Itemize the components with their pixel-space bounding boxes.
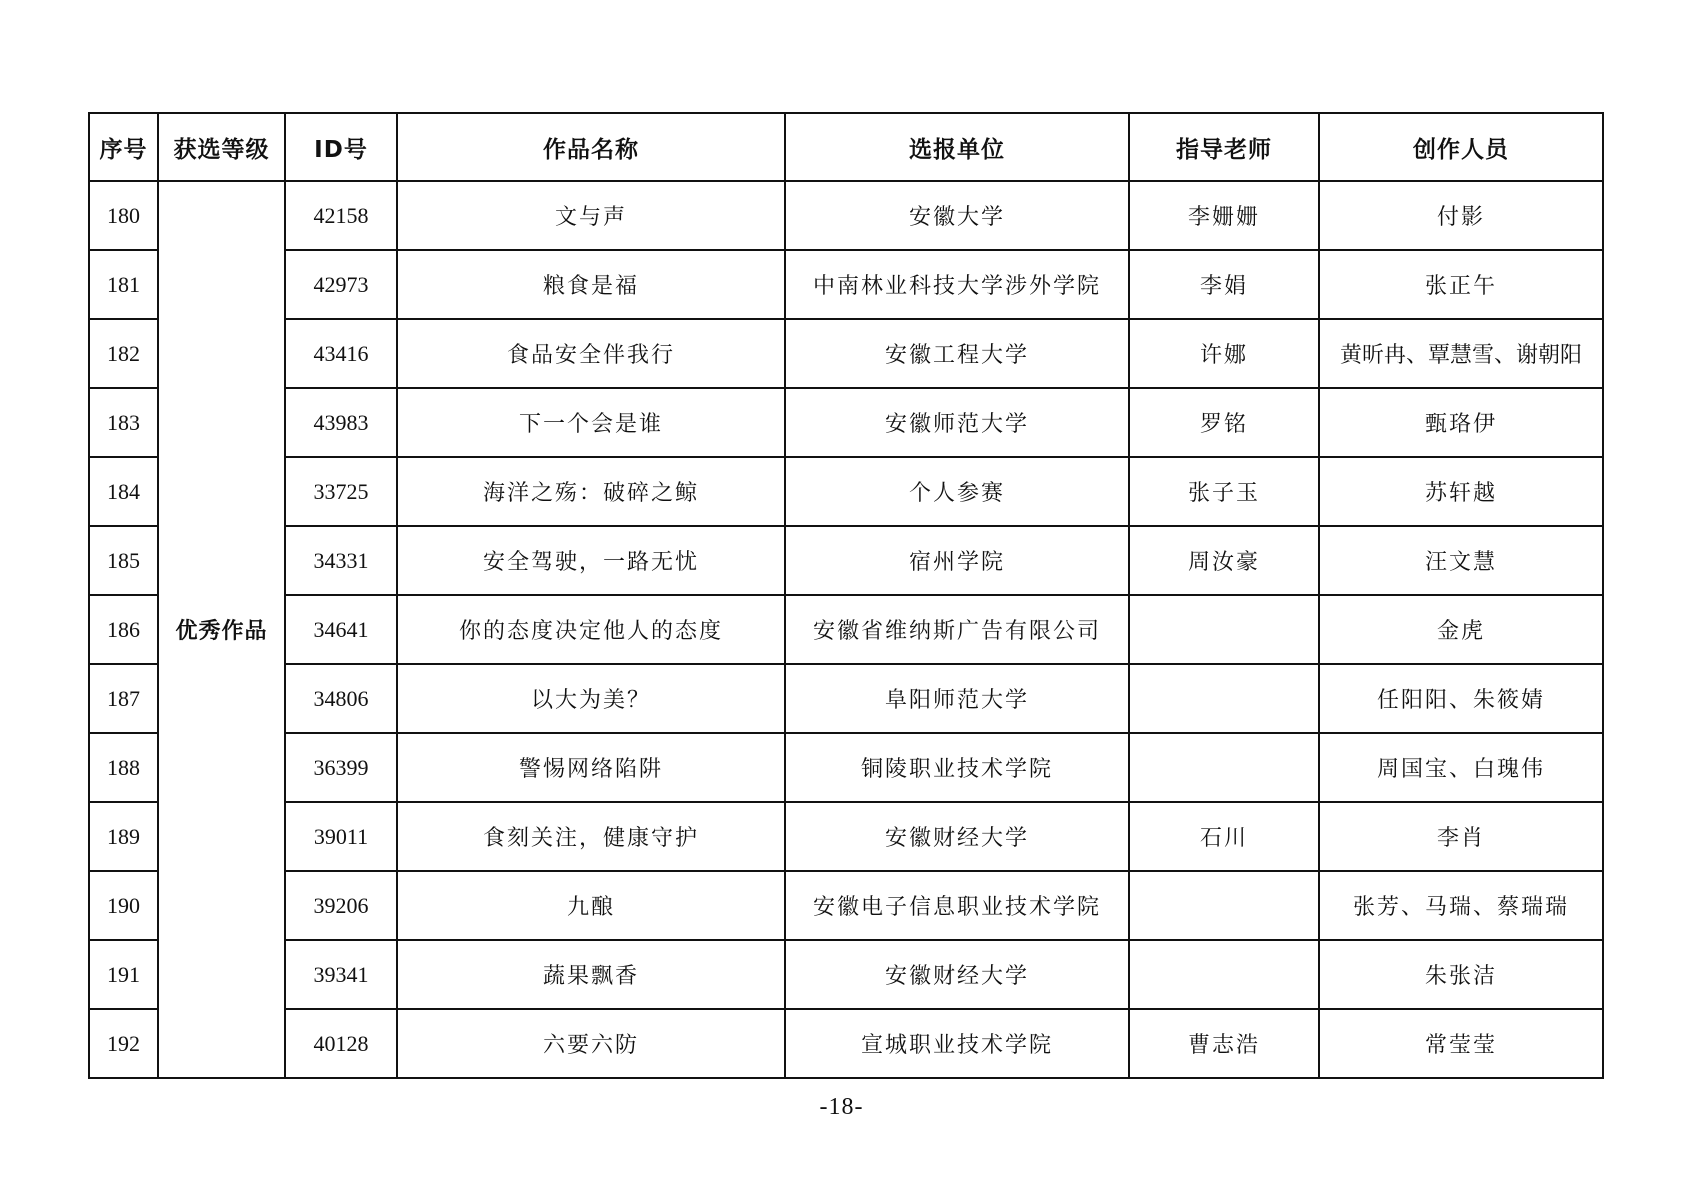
table-header-row — [89, 113, 1603, 181]
cell-title: 食刻关注，健康守护 — [397, 802, 785, 871]
cell-unit: 宿州学院 — [785, 526, 1129, 595]
cell-id: 40128 — [285, 1009, 397, 1078]
cell-seq: 183 — [89, 388, 158, 457]
cell-authors: 汪文慧 — [1319, 526, 1603, 595]
cell-seq: 187 — [89, 664, 158, 733]
cell-seq: 188 — [89, 733, 158, 802]
cell-authors: 甄珞伊 — [1319, 388, 1603, 457]
cell-teacher: 周汝豪 — [1129, 526, 1319, 595]
cell-title: 文与声 — [397, 181, 785, 250]
table-row — [89, 319, 1603, 388]
cell-authors: 常莹莹 — [1319, 1009, 1603, 1078]
cell-teacher — [1129, 871, 1319, 940]
cell-id: 42158 — [285, 181, 397, 250]
cell-authors: 张正午 — [1319, 250, 1603, 319]
cell-seq: 192 — [89, 1009, 158, 1078]
cell-teacher: 张子玉 — [1129, 457, 1319, 526]
cell-title: 九酿 — [397, 871, 785, 940]
cell-authors: 张芳、马瑞、蔡瑞瑞 — [1319, 871, 1603, 940]
cell-id: 33725 — [285, 457, 397, 526]
cell-seq: 181 — [89, 250, 158, 319]
cell-seq: 190 — [89, 871, 158, 940]
cell-title: 食品安全伴我行 — [397, 319, 785, 388]
cell-teacher: 李姗姗 — [1129, 181, 1319, 250]
table-row — [89, 250, 1603, 319]
table-row — [89, 457, 1603, 526]
cell-title: 下一个会是谁 — [397, 388, 785, 457]
cell-title: 海洋之殇：破碎之鲸 — [397, 457, 785, 526]
table-row — [89, 664, 1603, 733]
cell-unit: 宣城职业技术学院 — [785, 1009, 1129, 1078]
cell-teacher — [1129, 595, 1319, 664]
cell-title: 警惕网络陷阱 — [397, 733, 785, 802]
cell-unit: 安徽工程大学 — [785, 319, 1129, 388]
header-seq: 序号 — [89, 113, 158, 181]
cell-level: 优秀作品 — [158, 181, 285, 1078]
header-teacher: 指导老师 — [1129, 113, 1319, 181]
cell-id: 36399 — [285, 733, 397, 802]
table-row — [89, 802, 1603, 871]
header-id: ID号 — [285, 113, 397, 181]
header-authors: 创作人员 — [1319, 113, 1603, 181]
cell-seq: 191 — [89, 940, 158, 1009]
table-row — [89, 871, 1603, 940]
cell-unit: 中南林业科技大学涉外学院 — [785, 250, 1129, 319]
header-title: 作品名称 — [397, 113, 785, 181]
table-row — [89, 733, 1603, 802]
cell-unit: 个人参赛 — [785, 457, 1129, 526]
table-row — [89, 1009, 1603, 1078]
cell-title: 粮食是福 — [397, 250, 785, 319]
cell-title: 六要六防 — [397, 1009, 785, 1078]
cell-authors: 李肖 — [1319, 802, 1603, 871]
table-row — [89, 181, 1603, 250]
cell-unit: 阜阳师范大学 — [785, 664, 1129, 733]
cell-title: 你的态度决定他人的态度 — [397, 595, 785, 664]
cell-title: 安全驾驶，一路无忧 — [397, 526, 785, 595]
cell-id: 34641 — [285, 595, 397, 664]
cell-id: 39011 — [285, 802, 397, 871]
cell-seq: 189 — [89, 802, 158, 871]
cell-unit: 安徽财经大学 — [785, 802, 1129, 871]
table-row — [89, 940, 1603, 1009]
cell-seq: 186 — [89, 595, 158, 664]
cell-id: 42973 — [285, 250, 397, 319]
cell-authors: 周国宝、白瑰伟 — [1319, 733, 1603, 802]
table-row — [89, 595, 1603, 664]
cell-seq: 182 — [89, 319, 158, 388]
table-row — [89, 388, 1603, 457]
cell-teacher — [1129, 733, 1319, 802]
cell-title: 蔬果飘香 — [397, 940, 785, 1009]
cell-id: 34806 — [285, 664, 397, 733]
table-row — [89, 526, 1603, 595]
cell-seq: 185 — [89, 526, 158, 595]
cell-authors: 付影 — [1319, 181, 1603, 250]
cell-id: 43416 — [285, 319, 397, 388]
cell-unit: 安徽师范大学 — [785, 388, 1129, 457]
cell-teacher: 李娟 — [1129, 250, 1319, 319]
cell-teacher: 石川 — [1129, 802, 1319, 871]
cell-authors: 朱张洁 — [1319, 940, 1603, 1009]
cell-unit: 安徽电子信息职业技术学院 — [785, 871, 1129, 940]
header-unit: 选报单位 — [785, 113, 1129, 181]
cell-teacher — [1129, 940, 1319, 1009]
page-number: -18- — [819, 1094, 864, 1120]
header-level: 获选等级 — [158, 113, 285, 181]
cell-authors: 金虎 — [1319, 595, 1603, 664]
cell-id: 43983 — [285, 388, 397, 457]
cell-unit: 安徽大学 — [785, 181, 1129, 250]
cell-id: 34331 — [285, 526, 397, 595]
cell-id: 39206 — [285, 871, 397, 940]
cell-authors: 任阳阳、朱筱婧 — [1319, 664, 1603, 733]
cell-title: 以大为美？ — [397, 664, 785, 733]
cell-authors: 黄昕冉、覃慧雪、谢朝阳 — [1319, 319, 1603, 388]
cell-unit: 安徽省维纳斯广告有限公司 — [785, 595, 1129, 664]
awards-table — [88, 112, 1604, 1079]
cell-teacher: 许娜 — [1129, 319, 1319, 388]
cell-teacher — [1129, 664, 1319, 733]
cell-seq: 184 — [89, 457, 158, 526]
cell-authors: 苏轩越 — [1319, 457, 1603, 526]
cell-teacher: 曹志浩 — [1129, 1009, 1319, 1078]
cell-id: 39341 — [285, 940, 397, 1009]
cell-unit: 安徽财经大学 — [785, 940, 1129, 1009]
cell-seq: 180 — [89, 181, 158, 250]
cell-unit: 铜陵职业技术学院 — [785, 733, 1129, 802]
cell-teacher: 罗铭 — [1129, 388, 1319, 457]
